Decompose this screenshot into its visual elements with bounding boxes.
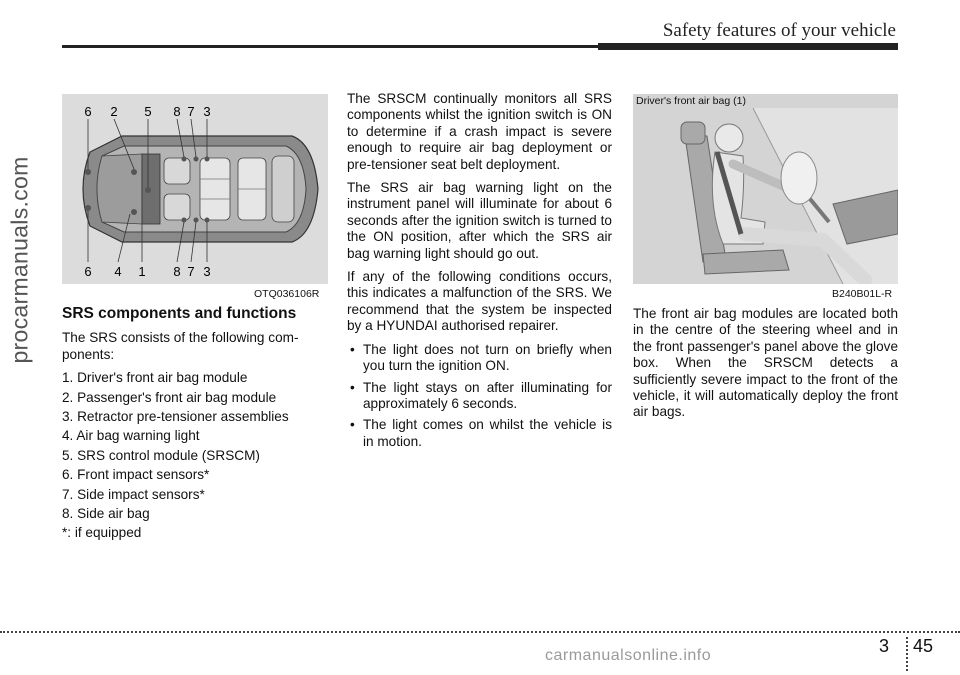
- side-watermark: [0, 70, 42, 450]
- paragraph: The SRSCM continually monitors all SRS components whilst the ignition switch is ON to determine if a crash impact is severe enough to require air bag deployment or pre-tensioner seat belt deployment.: [347, 91, 612, 172]
- list-item: 7. Side impact sensors*: [62, 486, 205, 502]
- figure-code: OTQ036106R: [254, 288, 320, 300]
- srs-layout-figure: [62, 94, 328, 284]
- component-list: [62, 370, 328, 542]
- intro-paragraph: The SRS consists of the following com-ponents:: [62, 330, 299, 362]
- airbag-deployment-illustration: [633, 94, 898, 284]
- list-item: 6. Front impact sensors*: [62, 467, 210, 483]
- callout-label: 3: [203, 264, 211, 279]
- callout-label: 2: [110, 104, 118, 119]
- figure-caption: Driver's front air bag (1): [636, 95, 746, 107]
- driver-airbag-figure: [633, 94, 898, 284]
- chapter-number: 3: [879, 636, 890, 656]
- bullet-item: • The light comes on whilst the vehicle is in motion.: [347, 417, 612, 450]
- paragraph: The front air bag modules are located both in the centre of the steering wheel and in the front passenger's panel above the glove box. When the SRSCM detects a sufficiently severe impact to the front of the vehicle, it will automatically deploy the front air bags.: [633, 306, 898, 420]
- callout-label: 8: [173, 264, 181, 279]
- list-item: 2. Passenger's front air bag module: [62, 389, 277, 405]
- list-item: 3. Retractor pre-tensioner assemblies: [62, 409, 289, 425]
- callout-label: 3: [203, 104, 211, 119]
- vehicle-top-view-illustration: [62, 94, 328, 284]
- bullet-item: • The light stays on after illuminating for approximately 6 seconds.: [347, 380, 612, 413]
- callout-label: 1: [138, 264, 146, 279]
- figure-code: B240B01L-R: [832, 288, 893, 300]
- header-rule-accent: [598, 43, 898, 50]
- footnote: *: if equipped: [62, 525, 142, 541]
- callout-label: 6: [84, 264, 92, 279]
- list-item: 8. Side air bag: [62, 506, 150, 522]
- footer-divider: [0, 631, 960, 633]
- bottom-watermark: carmanualsonline.info: [545, 647, 712, 664]
- paragraph: If any of the following conditions occurs, this indicates a malfunction of the SRS. We recommend that the system be inspected by a HYUNDAI authorised repairer.: [347, 269, 612, 334]
- list-item: 1. Driver's front air bag module: [62, 370, 248, 386]
- paragraph: The SRS air bag warning light on the instrument panel will illuminate for about 6 seconds after the ignition switch is turned to the ON position, after which the SRS air bag warning light should go out.: [347, 180, 612, 261]
- callout-label: 8: [173, 104, 181, 119]
- list-item: 5. SRS control module (SRSCM): [62, 447, 260, 463]
- callout-label: 7: [187, 104, 195, 119]
- callout-label: 6: [84, 104, 92, 119]
- column-1: [62, 306, 328, 545]
- malfunction-list: [347, 342, 612, 450]
- column-2: [347, 91, 612, 455]
- callout-label: 5: [144, 104, 152, 119]
- callout-label: 7: [187, 264, 195, 279]
- side-watermark-text: procarmanuals.com: [6, 156, 33, 364]
- header-title: Safety features of your vehicle: [662, 20, 896, 41]
- column-3: [633, 306, 898, 428]
- callout-label: 4: [114, 264, 122, 279]
- footer-vertical-divider: [906, 637, 908, 671]
- page-number: 45: [913, 636, 934, 656]
- section-title: SRS components and functions: [62, 305, 297, 322]
- bullet-item: • The light does not turn on briefly when you turn the ignition ON.: [347, 342, 612, 375]
- list-item: 4. Air bag warning light: [62, 428, 200, 444]
